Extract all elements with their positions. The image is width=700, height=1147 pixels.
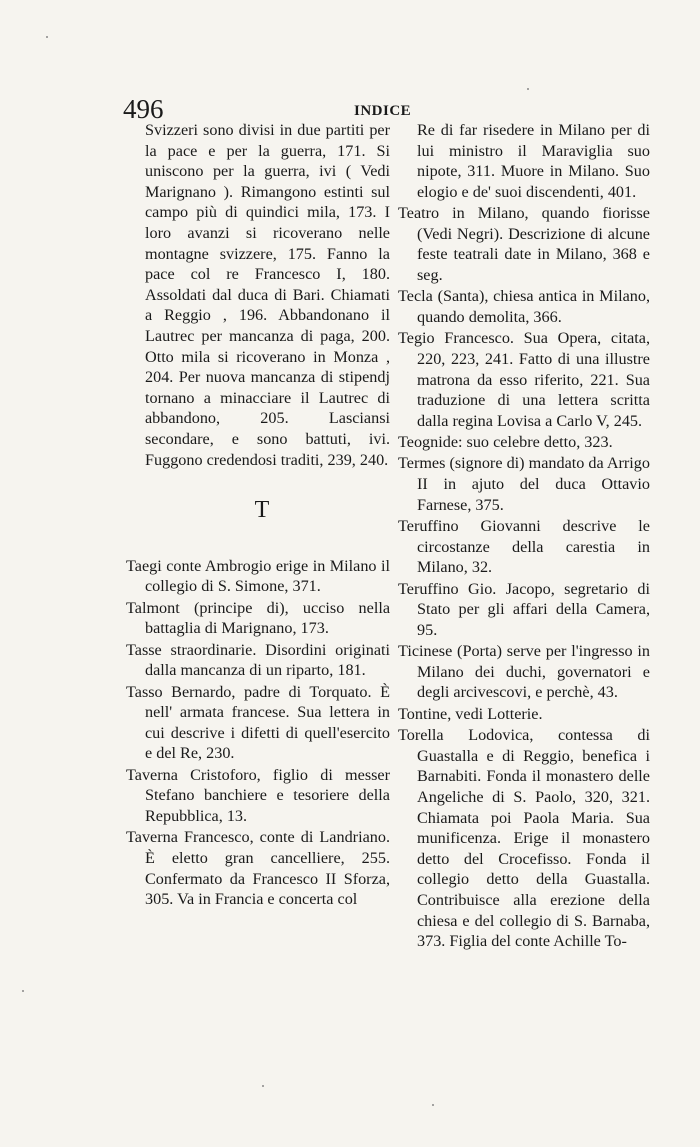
continuation-entry: Re di far risedere in Milano per di lui ministro il Maraviglia suo nipote, 311. Muore in Milano. Suo elogio e de' suoi discendenti, 401.: [417, 121, 650, 201]
index-entry: Tecla (Santa), chiesa antica in Milano, quando demolita, 366.: [398, 287, 650, 326]
index-entry: Termes (signore di) mandato da Arrigo II in ajuto del duca Ottavio Farnese, 375.: [398, 454, 650, 514]
running-head: INDICE: [354, 103, 412, 119]
index-entry: Tontine, vedi Lotterie.: [398, 704, 543, 723]
index-entry: Ticinese (Porta) serve per l'ingresso in Milano dei duchi, governatori e degli arcivescovi, e perchè, 43.: [398, 642, 650, 702]
index-entry: Taegi conte Ambrogio erige in Milano il collegio di S. Simone, 371.: [126, 556, 390, 596]
index-entry: Tasso Bernardo, padre di Torquato. È nell' armata francese. Sua lettera in cui descrive i difetti di quell'esercito e del Re, 230.: [126, 682, 390, 763]
page-number: 496: [123, 94, 164, 124]
index-entry: Teruffino Giovanni descrive le circostanze della carestia in Milano, 32.: [398, 517, 650, 577]
index-entry: Taverna Francesco, conte di Landriano. È eletto gran cancelliere, 255. Confermato da Francesco II Sforza, 305. Va in Francia e concerta col: [126, 828, 390, 909]
index-entry: Tasse straordinarie. Disordini originati dalla mancanza di un riparto, 181.: [126, 640, 390, 680]
index-entry: Teatro in Milano, quando fiorisse (Vedi Negri). Descrizione di alcune feste teatrali date in Milano, 368 e seg.: [398, 204, 650, 284]
right-column: [398, 120, 650, 953]
index-entry: Teognide: suo celebre detto, 323.: [398, 433, 613, 452]
continuation-entry: Svizzeri sono divisi in due partiti per la pace e per la guerra, 171. Si uniscono per la guerra, ivi ( Vedi Marignano ). Rimangono estinti sul campo più di quindici mila, 173. I loro avanzi si ricoverano nelle montagne svizzere, 175. Fanno la pace col re Francesco I, 180. Assoldati dal duca di Bari. Chiamati a Reggio , 196. Abbandonano il Lautrec per mancanza di paga, 200. Otto mila si ricoverano in Monza , 204. Per nuova mancanza di stipendj tornano a minacciare il Lautrec di abbandono, 205. Lasciansi secondare, e sono battuti, ivi. Fuggono credendosi traditi, 239, 240.: [145, 121, 390, 469]
index-entry: Taverna Cristoforo, figlio di messer Stefano banchiere e tesoriere della Repubblica, 13.: [126, 765, 390, 825]
index-entry: Talmont (principe di), ucciso nella battaglia di Marignano, 173.: [126, 598, 390, 638]
paper-speck: [262, 1085, 264, 1087]
paper-speck: [432, 1104, 434, 1106]
index-entry: Teruffino Gio. Jacopo, segretario di Stato per gli affari della Camera, 95.: [398, 579, 650, 639]
section-letter: T: [254, 497, 270, 524]
paper-speck: [527, 88, 529, 90]
index-entry: Tegio Francesco. Sua Opera, citata, 220, 223, 241. Fatto di una illustre matrona da esso riferito, 221. Sua traduzione di una lettera scritta dalla regina Lovisa a Carlo V, 245.: [398, 329, 650, 430]
paper-speck: [22, 990, 24, 992]
index-entry: Torella Lodovica, contessa di Guastalla e di Reggio, benefica i Barnabiti. Fonda il monastero delle Angeliche di S. Paolo, 320, 321. Chiamata poi Paola Maria. Sua munificenza. Erige il monastero detto del Crocefisso. Fonda il collegio detto della Guastalla. Contribuisce alla erezione della chiesa e del collegio di S. Barnaba, 373. Figlia del conte Achille To-: [398, 726, 650, 951]
left-column: [126, 120, 390, 911]
paper-speck: [46, 36, 48, 38]
